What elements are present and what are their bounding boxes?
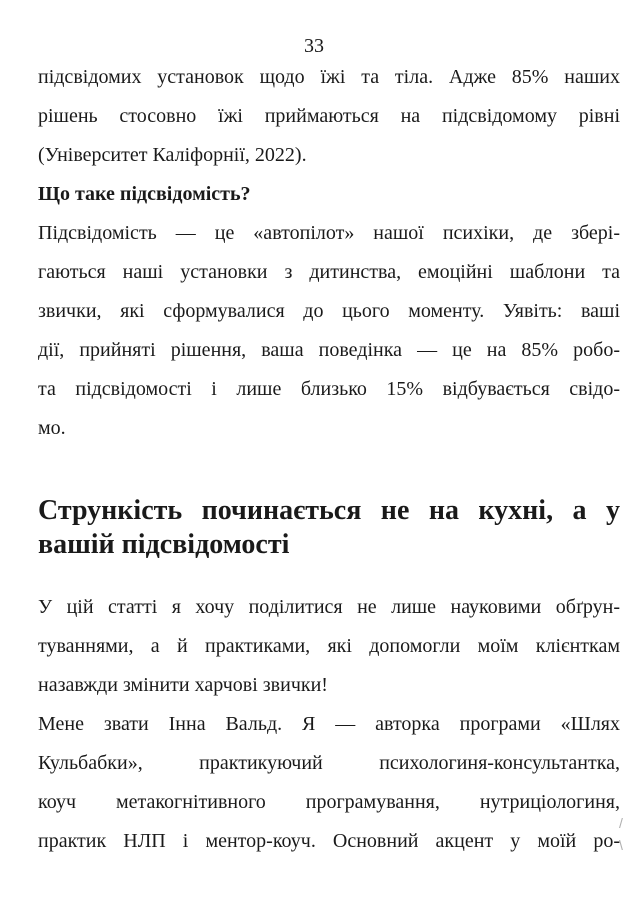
edge-mark: / <box>619 815 623 831</box>
text-line: Мене звати Інна Вальд. Я — авторка програми «Шлях <box>38 713 620 735</box>
subsection-title: Що таке підсвідомість? <box>38 183 251 205</box>
text-line: та підсвідомості і лише близько 15% відбувається свідо- <box>38 378 620 400</box>
page-edge-marks <box>619 812 623 856</box>
text-line: дії, прийняті рішення, ваша поведінка — це на 85% робо- <box>38 339 620 361</box>
text-line: У цій статті я хочу поділитися не лише науковими обґрун- <box>38 596 620 618</box>
document-body <box>38 58 620 861</box>
text-line: назавжди змінити харчові звички! <box>38 674 328 696</box>
edge-mark: \ <box>619 837 623 853</box>
text-line: туваннями, а й практиками, які допомогли моїм клієнткам <box>38 635 620 657</box>
text-line: гаються наші установки з дитинства, емоційні шаблони та <box>38 261 620 283</box>
subsection-paragraph <box>38 214 620 448</box>
text-line: (Університет Каліфорнії, 2022). <box>38 144 307 166</box>
text-line: Підсвідомість — це «автопілот» нашої психіки, де збері- <box>38 222 620 244</box>
text-line: Кульбабки», практикуючий психологиня-консультантка, <box>38 752 620 774</box>
text-line: рішень стосовно їжі приймаються на підсвідомому рівні <box>38 105 620 127</box>
text-line: мо. <box>38 417 66 439</box>
text-line: практик НЛП і ментор-коуч. Основний акцент у моїй ро- <box>38 830 620 852</box>
text-line: коуч метакогнітивного програмування, нутриціологиня, <box>38 791 620 813</box>
page-number: 33 <box>304 35 324 57</box>
section-title-line: Стрункість починається не на кухні, а у <box>38 495 620 526</box>
section-paragraph-1 <box>38 588 620 705</box>
section-title <box>38 494 620 562</box>
text-line: підсвідомих установок щодо їжі та тіла. Адже 85% наших <box>38 66 620 88</box>
section-title-line: вашій підсвідомості <box>38 529 290 560</box>
text-line: звички, які сформувалися до цього моменту. Уявіть: ваші <box>38 300 620 322</box>
section-paragraph-2 <box>38 705 620 861</box>
intro-paragraph <box>38 58 620 175</box>
